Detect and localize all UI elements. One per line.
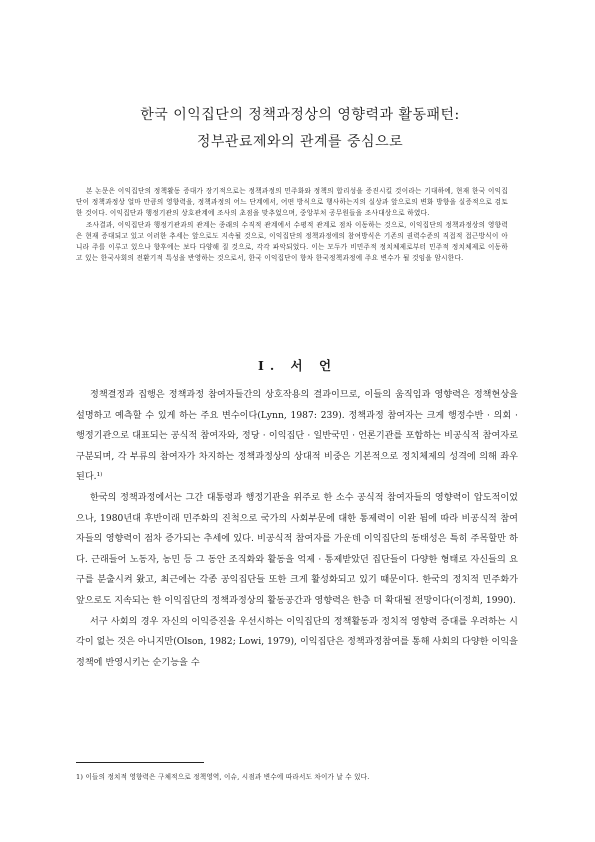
abstract [76,186,508,264]
paper-title-line-1: 한국 이익집단의 정책과정상의 영향력과 활동패턴: [140,107,460,123]
section-heading: Ⅰ. 서 언 [257,358,338,373]
paper-title-line-2: 정부관료제와의 관계를 중심으로 [196,134,404,150]
abstract-paragraph-2: 조사결과, 이익집단과 행정기관과의 관계는 종래의 수직적 관계에서 수평적 관계로 점차 이동하는 것으로, 이익집단의 정책과정상의 영향력은 현재 증대되고 있고 이러한 추세는 앞으로도 지속될 것으로, 이익집단의 정책과정에의 참여방식은 기존의 권력수준의 직접적 접근방식이 아니라 주를 이루고 있으나 향후에는 보다 다양해 질 것으로, 각각 파악되었다. 이는 모두가 비민주적 정치체제로부터 민주적 정치체제로 이동하고 있는 한국사회의 전환기적 특성을 반영하는 것으로서, 한국 이익집단이 향차 한국정책과정에 주요 변수가 될 것임을 암시한다. [76,220,508,263]
abstract-paragraph-1: 본 논문은 이익집단의 정책활동 증대가 장기적으로는 정책과정의 민주화와 정책의 합리성을 증진시킬 것이라는 기대하에, 현재 한국 이익집단이 정책과정상 얼마 만큼의 영향력을, 정책과정의 어느 단계에서, 어떤 방식으로 행사하는지의 실상과 앞으로의 변화 방향을 실증적으로 검토한 것이다. 이익집단과 행정기관의 상호관계에 조사의 초점을 맞추었으며, 중앙부처 공무원들을 조사대상으로 하였다. [76,187,508,218]
footnote: 1) 이들의 정치적 영향력은 구체적으로 정책영역, 이슈, 시점과 변수에 따라서도 차이가 날 수 있다. [76,773,370,781]
body-paragraph-2: 한국의 정책과정에서는 그간 대통령과 행정기관을 위주로 한 소수 공식적 참여자들의 영향력이 압도적이었으나, 1980년대 후반이래 민주화의 진척으로 국가의 사회부문에 대한 통제력이 이완 됨에 따라 비공식적 참여자들의 영향력이 점차 증가되는 추세에 있다. 비공식적 참여자를 가운데 이익집단의 동태성은 특히 주목할만 하다. 근래들어 노동자, 농민 등 그 동안 조직화와 활동을 억제 · 통제받았던 집단들이 다양한 형태로 자신들의 요구를 분출시켜 왔고, 최근에는 각종 공익집단들 또한 크게 활성화되고 있기 때문이다. 한국의 정치적 민주화가 앞으로도 지속되는 한 이익집단의 정책과정상의 활동공간과 영향력은 한층 더 확대될 전망이다(이정희, 1990). [76,492,518,606]
body-text [76,385,518,673]
footnote-divider [76,762,204,763]
body-paragraph-3: 서구 사회의 경우 자신의 이익증진을 우선시하는 이익집단의 정책활동과 정치적 영향력 증대를 우려하는 시각이 없는 것은 아니지만(Olson, 1982; Lowi, 1979), 이익집단은 정책과정참여를 통해 사회의 다양한 이익을 정책에 반영시키는 순기능을 수 [76,616,518,668]
body-paragraph-1: 정책결정과 집행은 정책과정 참여자들간의 상호작용의 결과이므로, 이들의 움직임과 영향력은 정책현상을 설명하고 예측할 수 있게 하는 주요 변수이다(Lynn, 1987: 239). 정책과정 참여자는 크게 행정수반 · 의회 · 행정기관으로 대표되는 공식적 참여자와, 정당 · 이익집단 · 일반국민 · 언론기관를 포함하는 비공식적 참여자로 구분되며, 각 부류의 참여자가 차지하는 정책과정상의 상대적 비중은 기본적으로 정치체제의 성격에 의해 좌우된다.¹⁾ [76,390,518,483]
